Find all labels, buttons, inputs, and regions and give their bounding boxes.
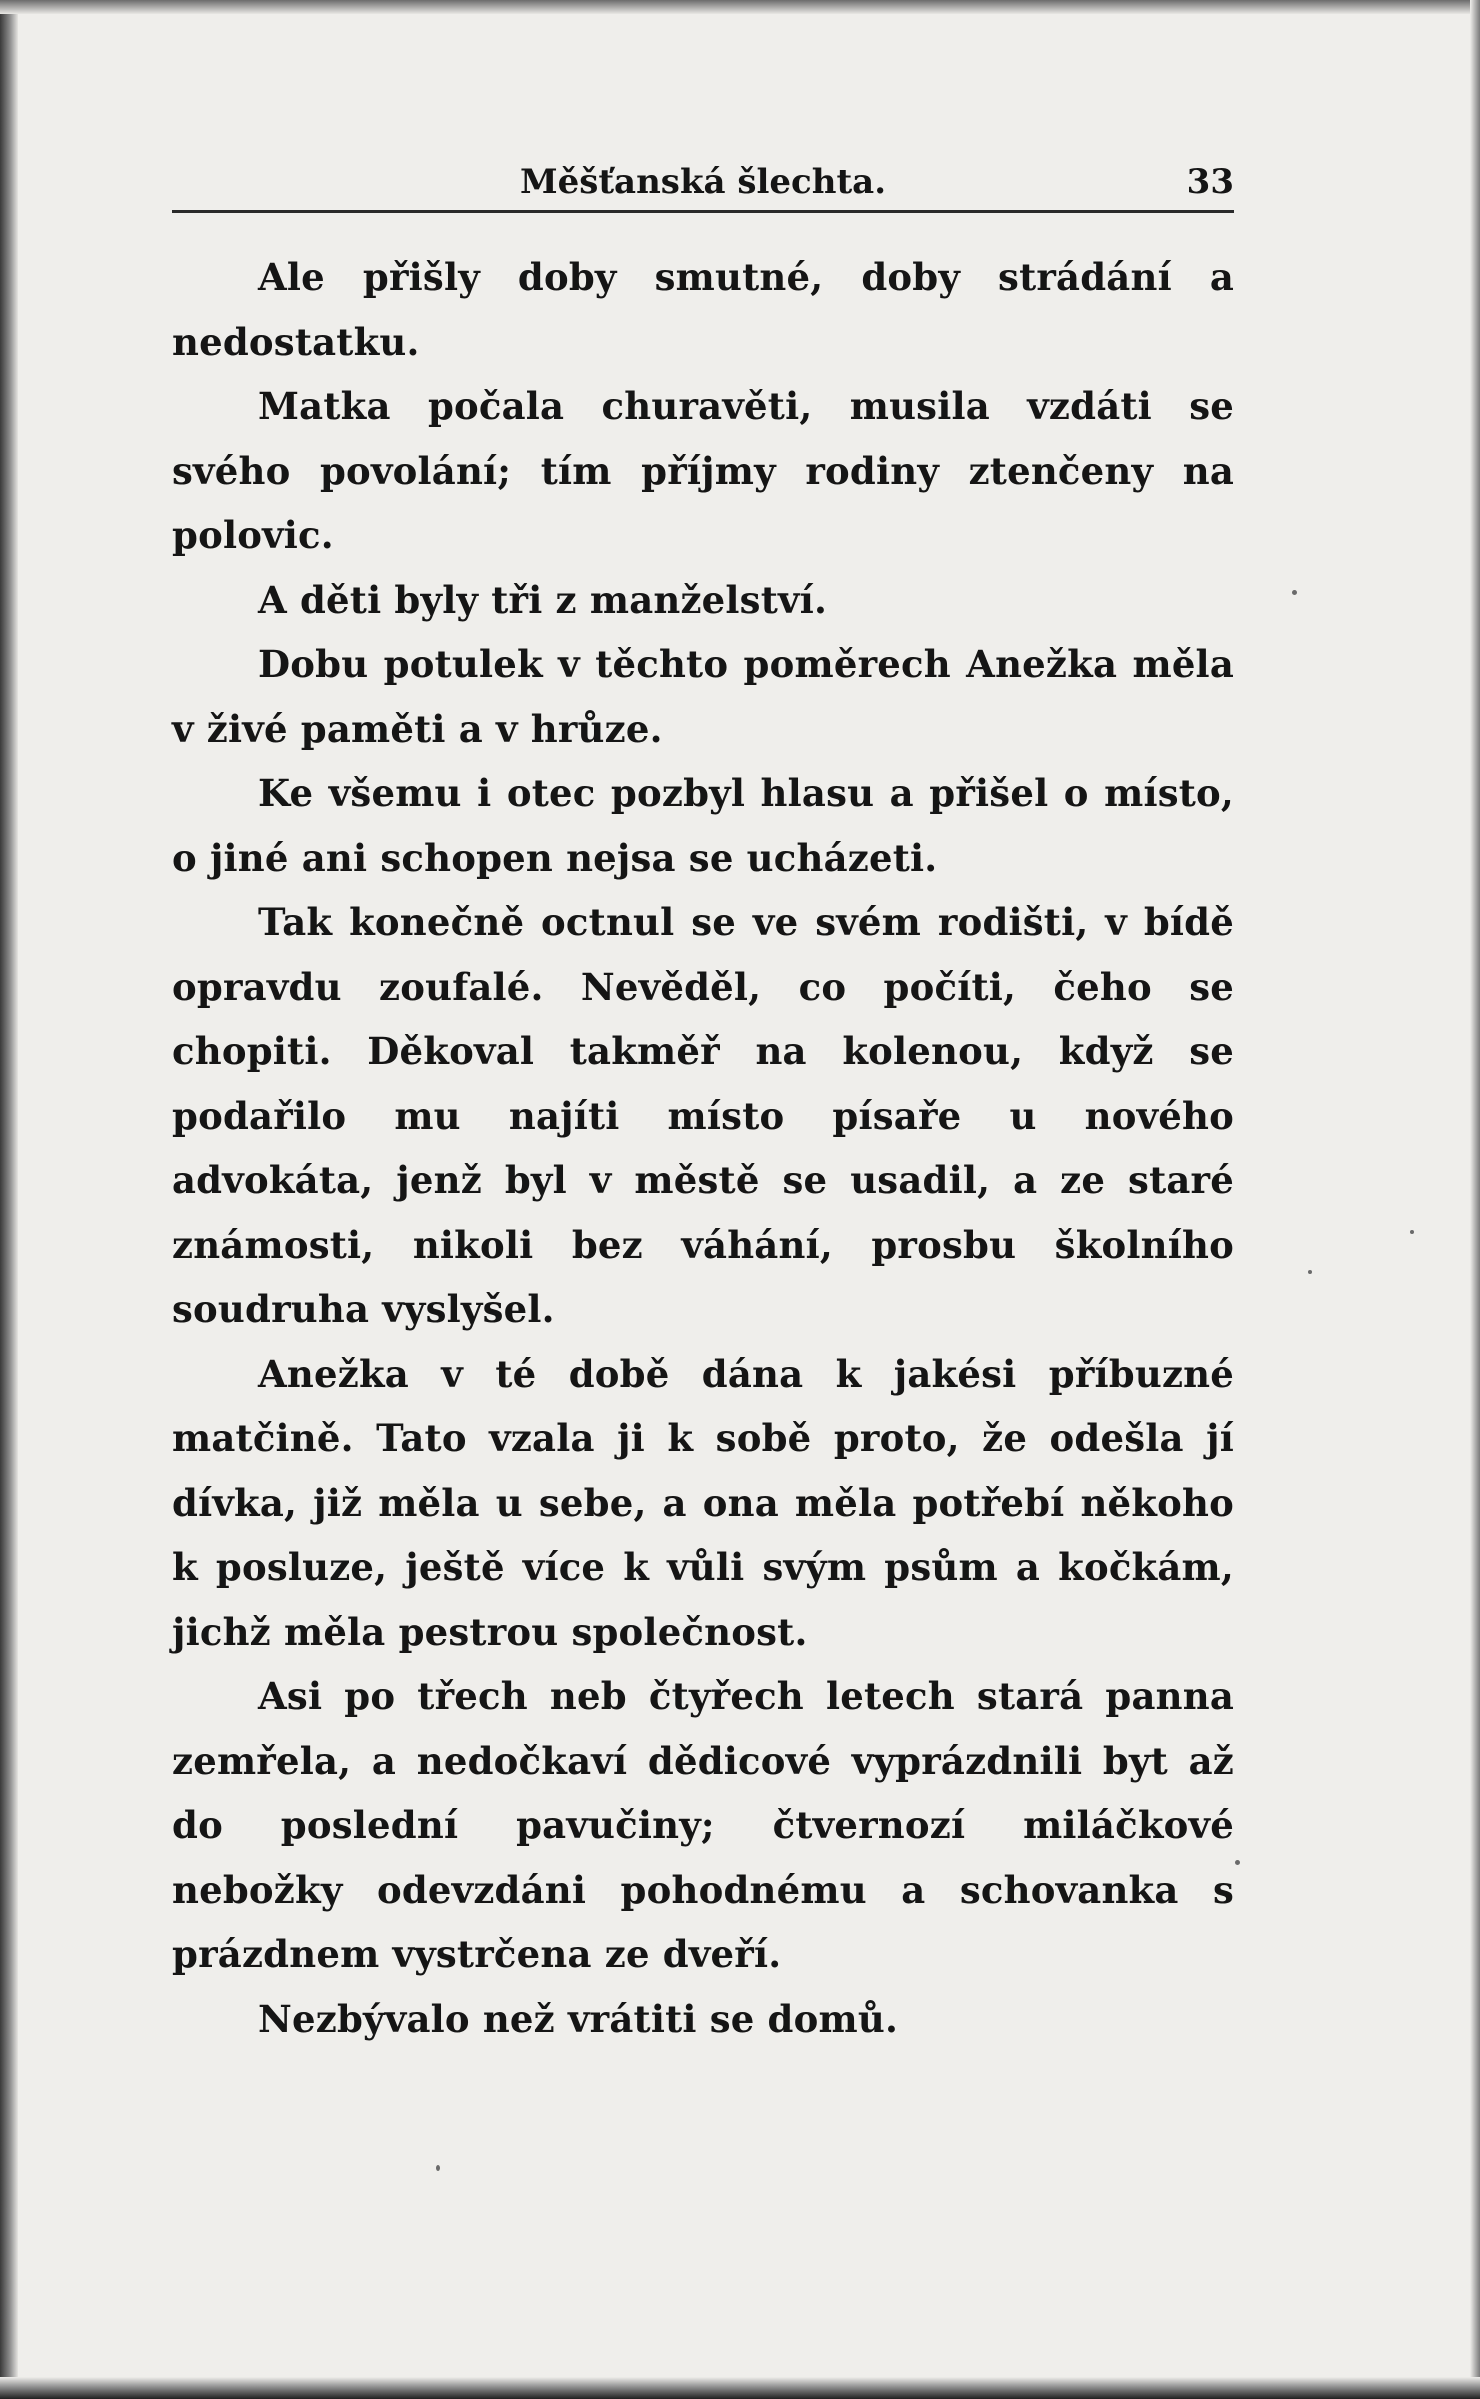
paragraph: Nezbývalo než vrátiti se domů. <box>258 1996 899 2041</box>
paragraph: Tak konečně octnul se ve svém rodišti, v bídě opravdu zoufalé. Nevěděl, co počíti, čeho se chopiti. Děkoval takměř na kolenou, když se podařilo mu najíti místo písaře u nového advokáta, jenž byl v městě se usadil, a ze staré známosti, nikoli bez váhání, prosbu školního soudruha vyslyšel. <box>172 900 1234 1331</box>
speck <box>1410 1230 1414 1234</box>
speck <box>1308 1270 1312 1274</box>
page-number: 33 <box>1186 162 1234 202</box>
page-edge-right <box>1470 0 1480 2399</box>
paragraph: Ale přišly doby smutné, doby strádání a nedostatku. <box>172 255 1234 364</box>
paragraph: Matka počala churavěti, musila vzdáti se svého povolání; tím příjmy rodiny ztenčeny na polovic. <box>172 384 1234 557</box>
paragraph: Ke všemu i otec pozbyl hlasu a přišel o místo, o jiné ani schopen nejsa se ucházeti. <box>172 771 1234 880</box>
page-edge-bottom <box>0 2377 1480 2399</box>
speck <box>1292 590 1297 595</box>
running-title: Měšťanská šlechta. <box>519 162 887 202</box>
page-edge-left <box>0 0 18 2399</box>
page-edge-top <box>0 0 1480 14</box>
paragraph: Asi po třech neb čtyřech letech stará panna zemřela, a nedočkaví dědicové vyprázdnili byt až do poslední pavučiny; čtvernozí miláčkové nebožky odevzdáni pohodnému a schovanka s prázdnem vystrčena ze dveří. <box>172 1674 1234 1976</box>
body-text <box>172 245 1234 2051</box>
paragraph: A děti byly tři z manželství. <box>258 577 828 622</box>
running-head <box>172 150 1234 213</box>
book-page <box>172 150 1234 2051</box>
paragraph: Dobu potulek v těchto poměrech Anežka měla v živé paměti a v hrůze. <box>172 642 1234 751</box>
paragraph: Anežka v té době dána k jakési příbuzné matčině. Tato vzala ji k sobě proto, že odešla jí dívka, již měla u sebe, a ona měla potřebí někoho k posluze, ještě více k vůli svým psům a kočkám, jichž měla pestrou společnost. <box>172 1351 1234 1654</box>
speck <box>1235 1860 1240 1865</box>
speck <box>436 2165 440 2171</box>
